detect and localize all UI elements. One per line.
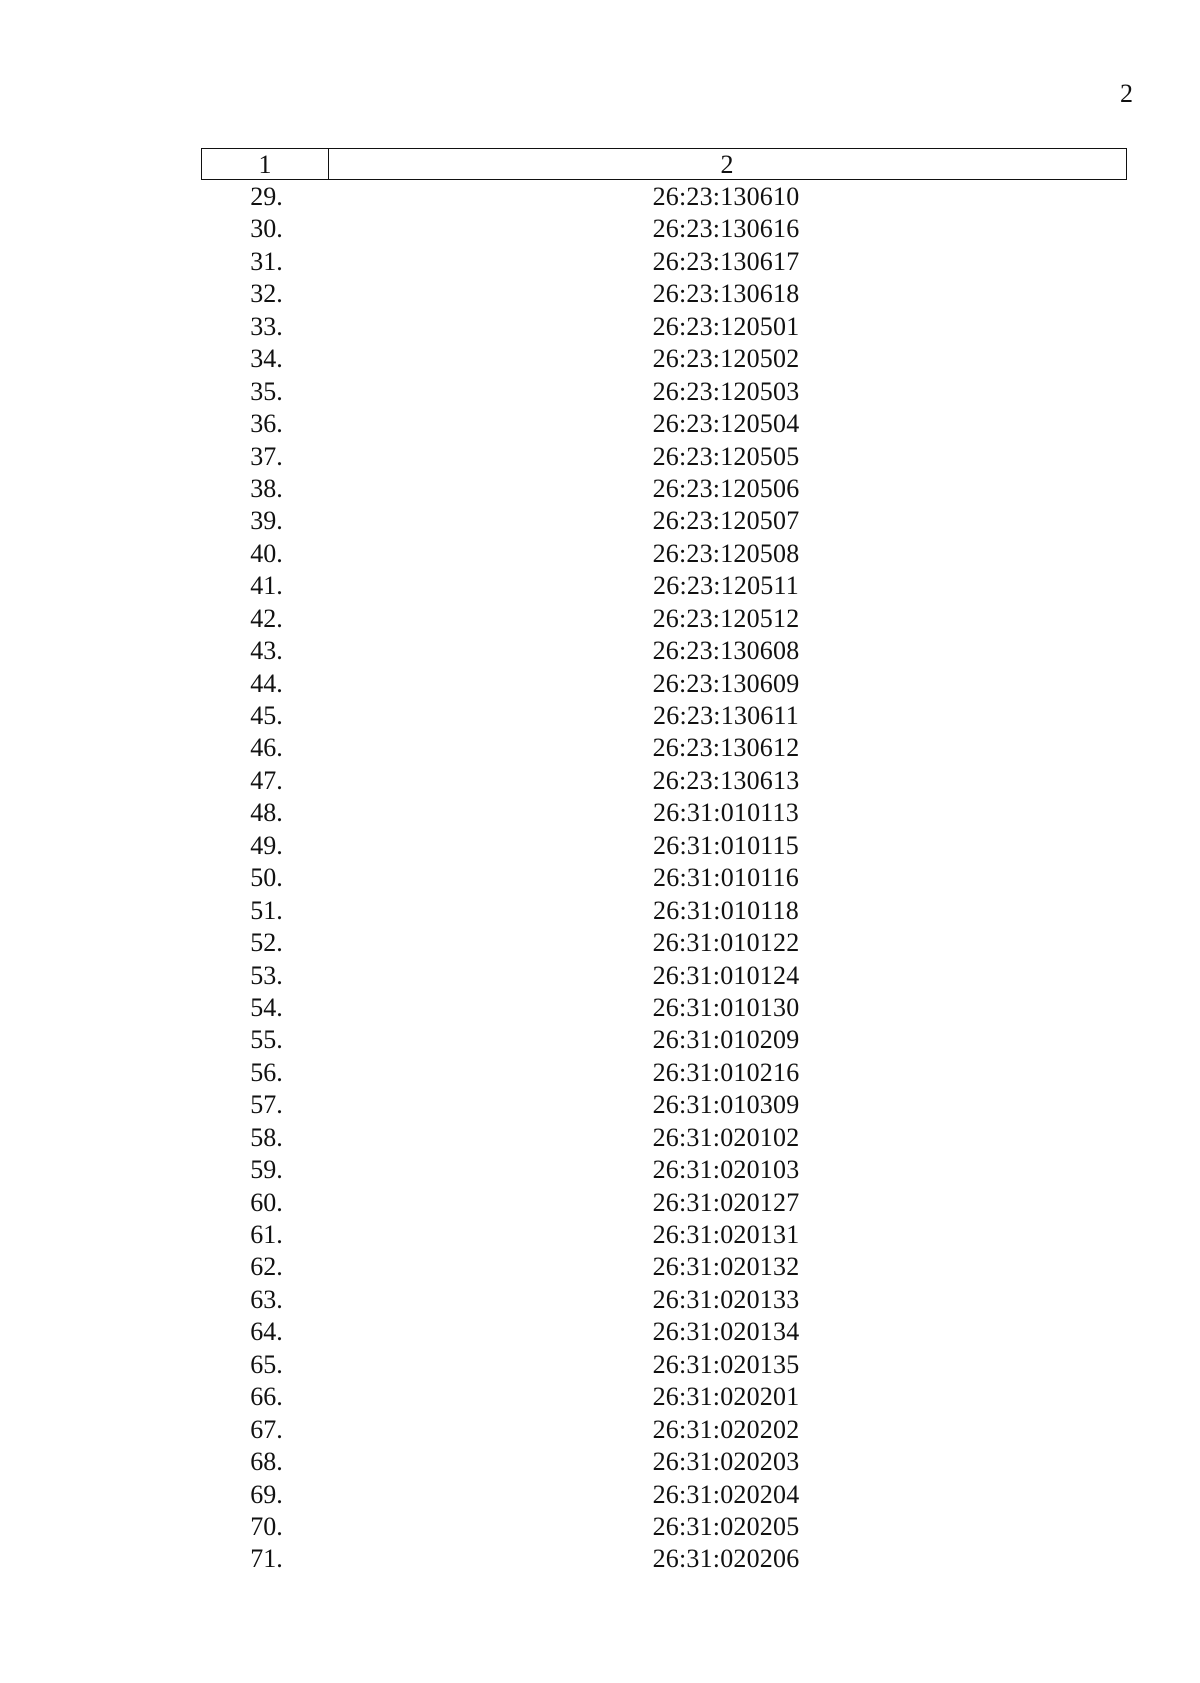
row-number: 32. bbox=[250, 279, 283, 309]
row-number: 61. bbox=[250, 1220, 283, 1249]
table-row bbox=[201, 504, 1127, 536]
cadastral-code: 26:31:020132 bbox=[652, 1252, 800, 1282]
column-header-code: 2 bbox=[720, 150, 734, 179]
table-row bbox=[201, 959, 1127, 991]
table-row bbox=[201, 1283, 1127, 1315]
table-row bbox=[201, 342, 1127, 374]
table-row bbox=[201, 537, 1127, 569]
cadastral-code: 26:31:010209 bbox=[652, 1025, 800, 1055]
cadastral-code: 26:23:120501 bbox=[652, 311, 800, 341]
table-body bbox=[201, 180, 1127, 1575]
row-number: 50. bbox=[250, 863, 283, 893]
row-number: 71. bbox=[250, 1544, 283, 1574]
cadastral-code: 26:31:010124 bbox=[652, 960, 800, 990]
table-row bbox=[201, 1348, 1127, 1380]
row-number: 66. bbox=[250, 1382, 283, 1412]
table-row bbox=[201, 1478, 1127, 1510]
cadastral-code: 26:31:020102 bbox=[652, 1122, 800, 1152]
cadastral-code: 26:31:010116 bbox=[653, 863, 799, 893]
row-number: 69. bbox=[250, 1479, 283, 1509]
table-row bbox=[201, 407, 1127, 439]
table-row bbox=[201, 894, 1127, 926]
row-number: 57. bbox=[250, 1090, 283, 1120]
page-number: 2 bbox=[1120, 79, 1133, 108]
row-number: 39. bbox=[250, 506, 283, 536]
table-row bbox=[201, 634, 1127, 666]
cadastral-code: 26:23:130613 bbox=[652, 765, 800, 795]
table-row bbox=[201, 1413, 1127, 1445]
row-number: 35. bbox=[250, 376, 283, 406]
row-number: 46. bbox=[250, 733, 283, 763]
table-row bbox=[201, 1023, 1127, 1055]
table-row bbox=[201, 1218, 1127, 1250]
row-number: 64. bbox=[250, 1317, 283, 1347]
row-number: 42. bbox=[250, 603, 283, 633]
cadastral-code: 26:31:010309 bbox=[652, 1090, 800, 1120]
cadastral-code: 26:23:130608 bbox=[652, 636, 800, 666]
row-number: 49. bbox=[250, 830, 283, 860]
row-number: 59. bbox=[250, 1155, 283, 1185]
table-row bbox=[201, 699, 1127, 731]
table-row bbox=[201, 1542, 1127, 1574]
table-row bbox=[201, 212, 1127, 244]
table-row bbox=[201, 731, 1127, 763]
cadastral-code: 26:23:130611 bbox=[653, 701, 799, 730]
row-number: 31. bbox=[250, 246, 283, 276]
table-row bbox=[201, 861, 1127, 893]
cadastral-code: 26:23:120511 bbox=[653, 571, 799, 601]
table-row bbox=[201, 277, 1127, 309]
cadastral-code: 26:23:130610 bbox=[652, 182, 800, 211]
column-header-number: 1 bbox=[202, 149, 329, 179]
table-row bbox=[201, 569, 1127, 601]
table-header-row bbox=[201, 148, 1127, 180]
cadastral-code: 26:23:130618 bbox=[652, 279, 800, 309]
row-number: 44. bbox=[250, 668, 283, 698]
cadastral-code: 26:31:010113 bbox=[653, 798, 799, 828]
row-number: 68. bbox=[250, 1447, 283, 1477]
table-row bbox=[201, 1121, 1127, 1153]
row-number: 45. bbox=[250, 701, 283, 730]
table-row bbox=[201, 180, 1127, 212]
table-row bbox=[201, 375, 1127, 407]
row-number: 55. bbox=[250, 1025, 283, 1055]
cadastral-code: 26:23:130612 bbox=[652, 733, 800, 763]
cadastral-code: 26:23:120512 bbox=[652, 603, 800, 633]
row-number: 37. bbox=[250, 441, 283, 471]
row-number: 43. bbox=[250, 636, 283, 666]
cadastral-code: 26:31:020205 bbox=[652, 1511, 800, 1541]
cadastral-code: 26:23:130617 bbox=[652, 246, 800, 276]
table-row bbox=[201, 1250, 1127, 1282]
table-row bbox=[201, 440, 1127, 472]
cadastral-code: 26:31:010115 bbox=[653, 830, 799, 860]
row-number: 34. bbox=[250, 344, 283, 374]
table-row bbox=[201, 1056, 1127, 1088]
row-number: 48. bbox=[250, 798, 283, 828]
table-row bbox=[201, 245, 1127, 277]
table-row bbox=[201, 1153, 1127, 1185]
row-number: 53. bbox=[250, 960, 283, 990]
cadastral-code: 26:31:020134 bbox=[652, 1317, 800, 1347]
cadastral-code: 26:31:020127 bbox=[652, 1187, 800, 1217]
row-number: 67. bbox=[250, 1414, 283, 1444]
cadastral-code: 26:31:010216 bbox=[652, 1057, 800, 1087]
row-number: 29. bbox=[250, 182, 283, 211]
table-row bbox=[201, 602, 1127, 634]
row-number: 38. bbox=[250, 473, 283, 503]
table-row bbox=[201, 1380, 1127, 1412]
cadastral-code: 26:23:120508 bbox=[652, 538, 800, 568]
cadastral-code: 26:23:120506 bbox=[652, 473, 800, 503]
cadastral-code: 26:31:010130 bbox=[652, 992, 800, 1022]
cadastral-table bbox=[201, 148, 1127, 1575]
cadastral-code: 26:31:020135 bbox=[652, 1349, 800, 1379]
table-row bbox=[201, 1510, 1127, 1542]
row-number: 51. bbox=[250, 895, 283, 925]
cadastral-code: 26:31:020206 bbox=[652, 1544, 800, 1574]
cadastral-code: 26:31:020103 bbox=[652, 1155, 800, 1185]
cadastral-code: 26:23:120504 bbox=[652, 409, 800, 439]
cadastral-code: 26:31:020202 bbox=[652, 1414, 800, 1444]
cadastral-code: 26:31:020131 bbox=[652, 1220, 800, 1249]
table-row bbox=[201, 310, 1127, 342]
cadastral-code: 26:23:120503 bbox=[652, 376, 800, 406]
row-number: 60. bbox=[250, 1187, 283, 1217]
table-row bbox=[201, 796, 1127, 828]
row-number: 54. bbox=[250, 992, 283, 1022]
row-number: 33. bbox=[250, 311, 283, 341]
cadastral-code: 26:31:010122 bbox=[652, 928, 800, 958]
row-number: 40. bbox=[250, 538, 283, 568]
table-row bbox=[201, 926, 1127, 958]
cadastral-code: 26:31:010118 bbox=[653, 895, 799, 925]
row-number: 58. bbox=[250, 1122, 283, 1152]
table-row bbox=[201, 764, 1127, 796]
row-number: 41. bbox=[250, 571, 283, 601]
row-number: 70. bbox=[250, 1511, 283, 1541]
row-number: 56. bbox=[250, 1057, 283, 1087]
row-number: 62. bbox=[250, 1252, 283, 1282]
cadastral-code: 26:23:130609 bbox=[652, 668, 800, 698]
table-row bbox=[201, 991, 1127, 1023]
row-number: 36. bbox=[250, 409, 283, 439]
cadastral-code: 26:31:020133 bbox=[652, 1284, 800, 1314]
row-number: 47. bbox=[250, 765, 283, 795]
table-row bbox=[201, 1186, 1127, 1218]
cadastral-code: 26:23:120502 bbox=[652, 344, 800, 374]
cadastral-code: 26:23:120505 bbox=[652, 441, 800, 471]
row-number: 63. bbox=[250, 1284, 283, 1314]
cadastral-code: 26:23:120507 bbox=[652, 506, 800, 536]
cadastral-code: 26:31:020204 bbox=[652, 1479, 800, 1509]
table-row bbox=[201, 829, 1127, 861]
row-number: 52. bbox=[250, 928, 283, 958]
table-row bbox=[201, 472, 1127, 504]
table-row bbox=[201, 1088, 1127, 1120]
cadastral-code: 26:31:020203 bbox=[652, 1447, 800, 1477]
table-row bbox=[201, 1445, 1127, 1477]
table-row bbox=[201, 667, 1127, 699]
table-row bbox=[201, 1315, 1127, 1347]
cadastral-code: 26:31:020201 bbox=[652, 1382, 800, 1412]
row-number: 30. bbox=[250, 214, 283, 244]
row-number: 65. bbox=[250, 1349, 283, 1379]
cadastral-code: 26:23:130616 bbox=[652, 214, 800, 244]
